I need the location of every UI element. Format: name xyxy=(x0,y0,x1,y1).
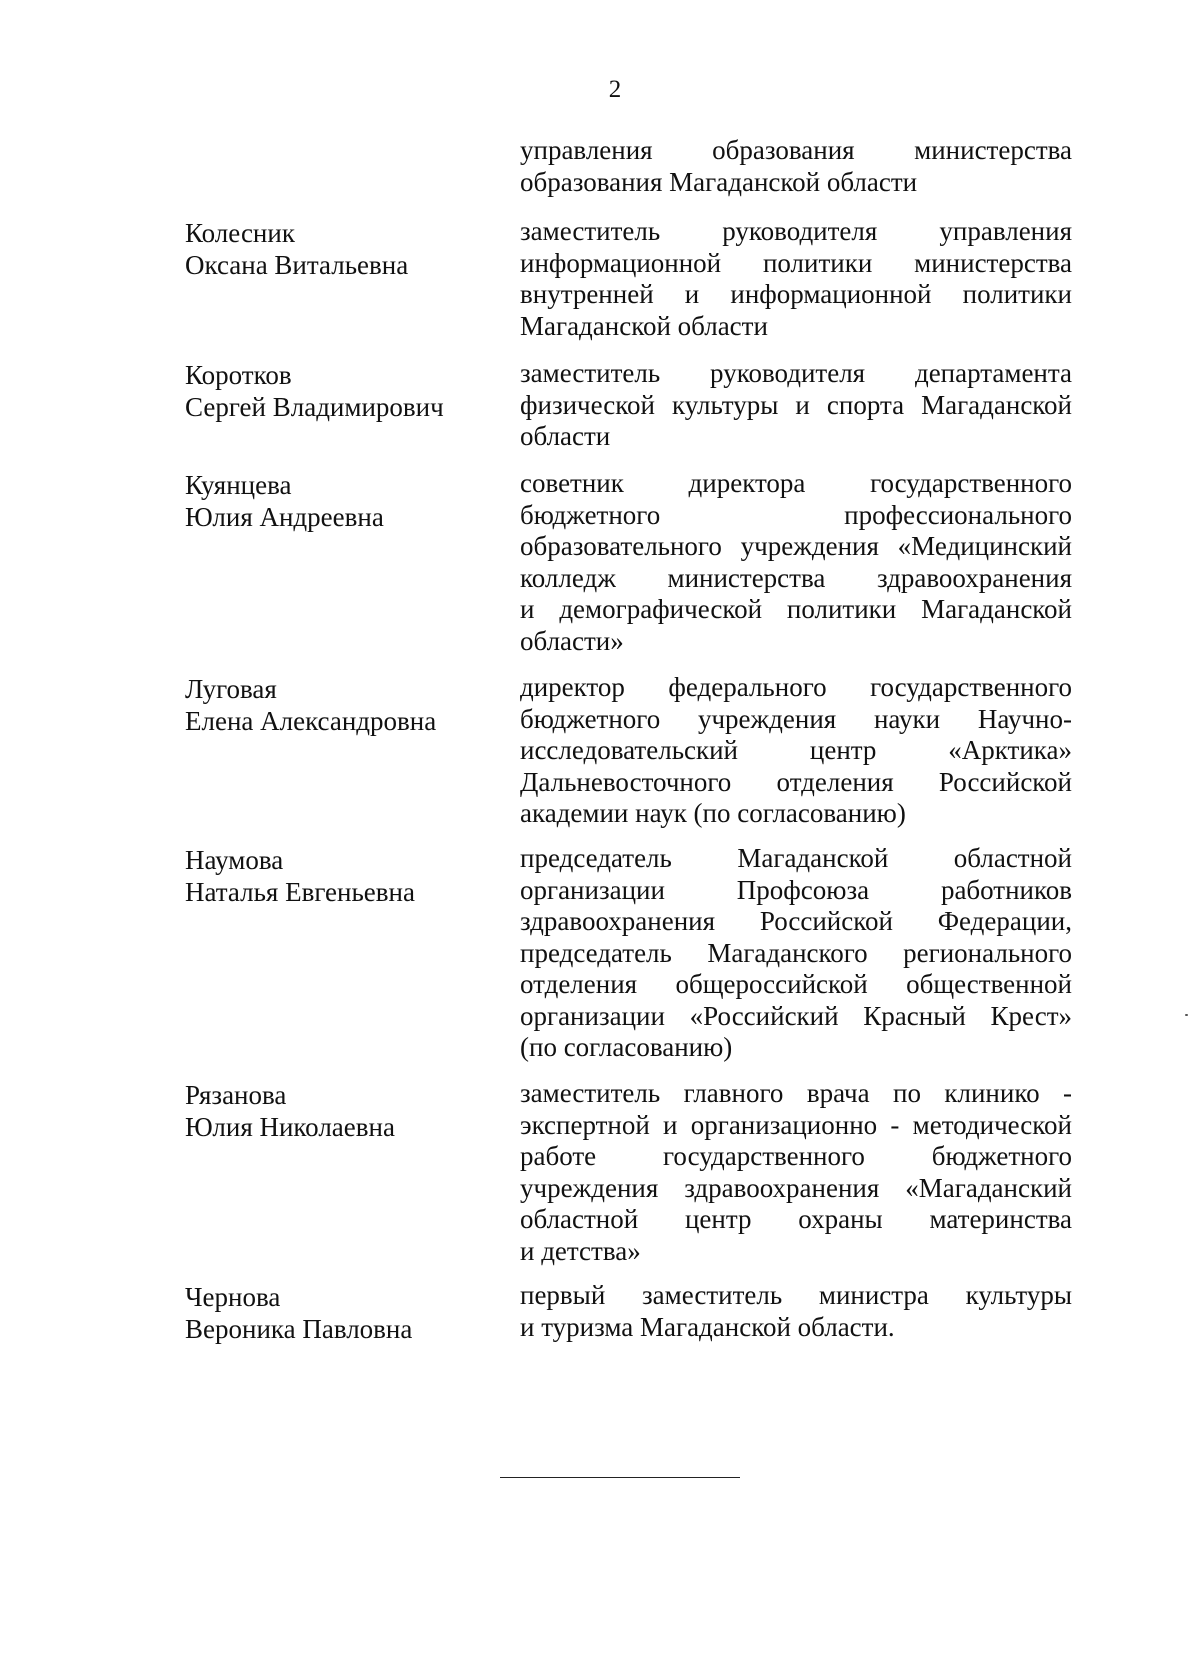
description-line: первый заместитель министра культуры xyxy=(520,1280,1072,1310)
description-line: областной центр охраны материнства xyxy=(520,1204,1072,1234)
member-given-name: Юлия Николаевна xyxy=(185,1111,395,1142)
description-line: директор федерального государственного xyxy=(520,672,1072,702)
description-line: бюджетного учреждения науки Научно- xyxy=(520,703,1072,734)
description-line: образовательного учреждения «Медицинский xyxy=(520,531,1072,561)
description-line: информационной политики министерства xyxy=(520,247,1072,278)
description-line: заместитель руководителя департамента xyxy=(520,358,1072,388)
member-given-name: Наталья Евгеньевна xyxy=(185,876,415,907)
description-line: внутренней и информационной политики xyxy=(520,279,1072,309)
description-line: организации «Российский Красный Крест» xyxy=(520,1000,1072,1031)
description-line: области xyxy=(520,421,611,451)
member-name xyxy=(185,1080,485,1143)
member-name xyxy=(185,1282,485,1345)
description-line: (по согласованию) xyxy=(520,1032,733,1062)
member-given-name: Оксана Витальевна xyxy=(185,249,409,280)
member-given-name: Елена Александровна xyxy=(185,705,437,736)
description-line: образования Магаданской области xyxy=(520,166,918,197)
member-surname: Луговая xyxy=(185,674,277,704)
member-position xyxy=(520,468,1072,657)
description-line: работе государственного бюджетного xyxy=(520,1141,1072,1171)
member-name xyxy=(185,218,485,281)
member-surname: Колесник xyxy=(185,218,295,248)
description-line: отделения общероссийской общественной xyxy=(520,969,1072,999)
member-name xyxy=(185,470,485,533)
member-given-name: Сергей Владимирович xyxy=(185,391,444,422)
description-line: физической культуры и спорта Магаданской xyxy=(520,389,1072,420)
member-given-name: Юлия Андреевна xyxy=(185,501,384,532)
member-position xyxy=(520,1078,1072,1267)
description-line: и туризма Магаданской области. xyxy=(520,1311,895,1342)
member-position xyxy=(520,216,1072,342)
closing-rule xyxy=(500,1477,740,1478)
description-line: советник директора государственного xyxy=(520,468,1072,498)
description-line: экспертной и организационно - методической xyxy=(520,1109,1072,1140)
description-line: и детства» xyxy=(520,1235,641,1266)
description-line: бюджетного профессионального xyxy=(520,499,1072,530)
member-given-name: Вероника Павловна xyxy=(185,1313,413,1344)
member-surname: Наумова xyxy=(185,845,284,875)
member-position xyxy=(520,1280,1072,1343)
member-surname: Рязанова xyxy=(185,1080,287,1110)
description-line: заместитель руководителя управления xyxy=(520,216,1072,246)
member-surname: Чернова xyxy=(185,1282,281,1312)
member-position xyxy=(520,672,1072,830)
member-position xyxy=(520,843,1072,1064)
description-line: области» xyxy=(520,625,624,656)
description-line: заместитель главного врача по клинико - xyxy=(520,1078,1072,1108)
continuation-description xyxy=(520,135,1072,198)
member-surname: Куянцева xyxy=(185,470,292,500)
description-line: организации Профсоюза работников xyxy=(520,874,1072,905)
description-line: Магаданской области xyxy=(520,310,768,341)
member-surname: Коротков xyxy=(185,360,292,390)
member-name xyxy=(185,674,485,737)
description-line: председатель Магаданского регионального xyxy=(520,937,1072,968)
description-line: Дальневосточного отделения Российской xyxy=(520,766,1072,797)
member-name xyxy=(185,845,485,908)
member-name xyxy=(185,360,485,423)
description-line: управления образования министерства xyxy=(520,135,1072,165)
description-line: академии наук (по согласованию) xyxy=(520,798,906,828)
description-line: и демографической политики Магаданской xyxy=(520,594,1072,624)
member-position xyxy=(520,358,1072,453)
page-number: 2 xyxy=(608,76,622,103)
description-line: учреждения здравоохранения «Магаданский xyxy=(520,1172,1072,1203)
description-line: колледж министерства здравоохранения xyxy=(520,562,1072,593)
scan-speck xyxy=(1185,1014,1188,1016)
description-line: исследовательский центр «Арктика» xyxy=(520,735,1072,765)
description-line: здравоохранения Российской Федерации, xyxy=(520,906,1072,936)
description-line: председатель Магаданской областной xyxy=(520,843,1072,873)
